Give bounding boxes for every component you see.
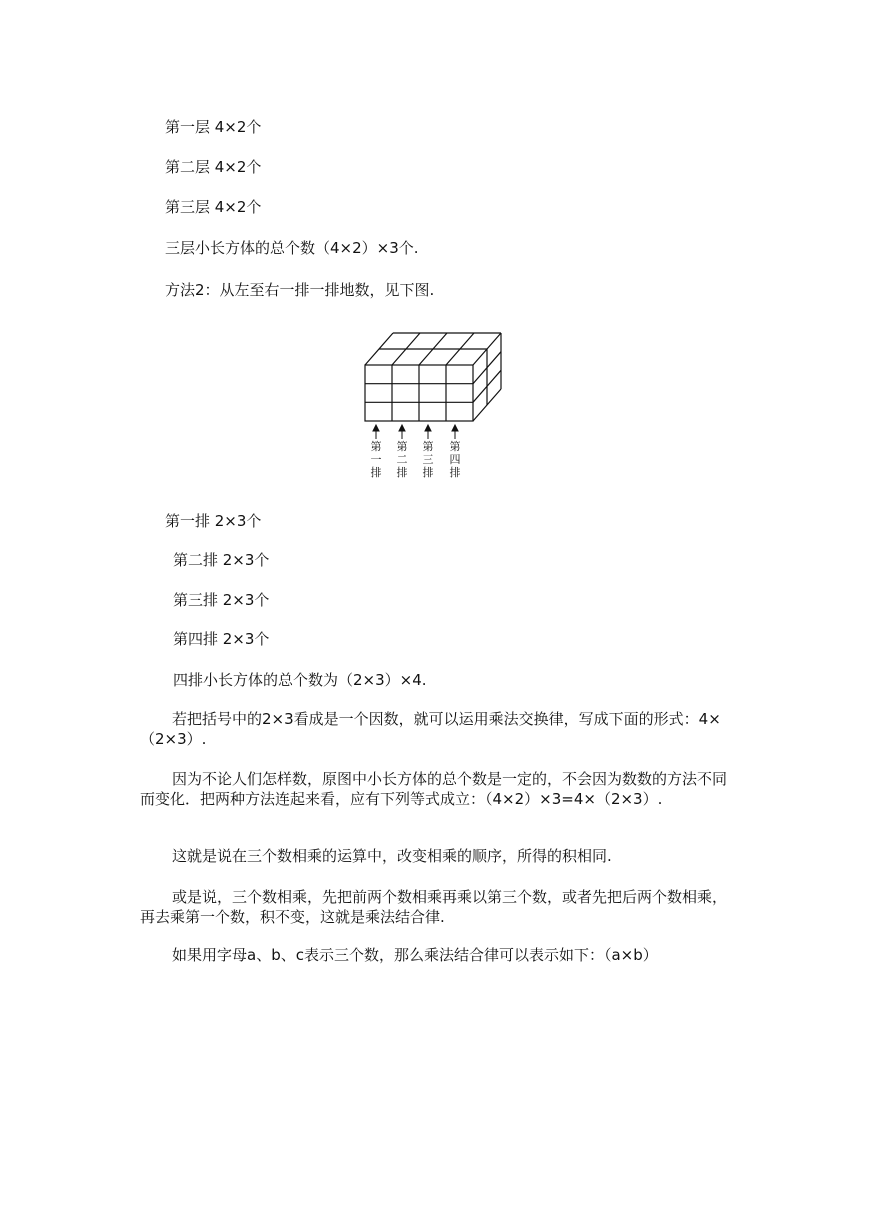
row-label-2-char-3: 排 — [396, 466, 408, 479]
row-label-3-char-3: 排 — [422, 466, 434, 479]
paragraph-order: 这就是说在三个数相乘的运算中，改变相乘的顺序，所得的积相同. — [172, 847, 612, 865]
layers-total: 三层小长方体的总个数（4×2）×3个. — [165, 239, 419, 257]
row-label-4-char-2: 四 — [449, 453, 461, 466]
row-2: 第二排 2×3个 — [173, 551, 270, 569]
row-label-4-char-3: 排 — [449, 466, 461, 479]
row-label-2-char-2: 二 — [396, 453, 408, 466]
row-label-1-char-1: 第 — [370, 440, 382, 453]
layer-2: 第二层 4×2个 — [165, 158, 262, 176]
layer-3: 第三层 4×2个 — [165, 198, 262, 216]
layer-1: 第一层 4×2个 — [165, 118, 262, 136]
paragraph-letters: 如果用字母a、b、c表示三个数，那么乘法结合律可以表示如下：（a×b） — [172, 946, 658, 964]
row-4: 第四排 2×3个 — [173, 630, 270, 648]
row-label-3-char-2: 三 — [422, 453, 434, 466]
method-2: 方法2：从左至右一排一排地数，见下图. — [165, 281, 435, 299]
rows-total: 四排小长方体的总个数为（2×3）×4. — [173, 671, 427, 689]
row-label-4-char-1: 第 — [449, 440, 461, 453]
paragraph-associative: 或是说，三个数相乘，先把前两个数相乘再乘以第三个数，或者先把后两个数相乘，再去乘第一个数，积不变，这就是乘法结合律. — [140, 888, 728, 926]
row-label-2-char-1: 第 — [396, 440, 408, 453]
row-1: 第一排 2×3个 — [165, 512, 262, 530]
row-arrows — [373, 425, 458, 439]
cuboid-diagram — [355, 325, 515, 485]
row-label-1-char-2: 一 — [370, 453, 382, 466]
row-3: 第三排 2×3个 — [173, 591, 270, 609]
row-label-3-char-1: 第 — [422, 440, 434, 453]
paragraph-commutative: 若把括号中的2×3看成是一个因数，就可以运用乘法交换律，写成下面的形式：4×（2×3）. — [140, 710, 721, 748]
cuboid-figure — [355, 325, 515, 489]
row-label-1-char-3: 排 — [370, 466, 382, 479]
paragraph-equation: 因为不论人们怎样数，原图中小长方体的总个数是一定的，不会因为数数的方法不同而变化．把两种方法连起来看，应有下列等式成立：（4×2）×3=4×（2×3）. — [140, 770, 728, 808]
